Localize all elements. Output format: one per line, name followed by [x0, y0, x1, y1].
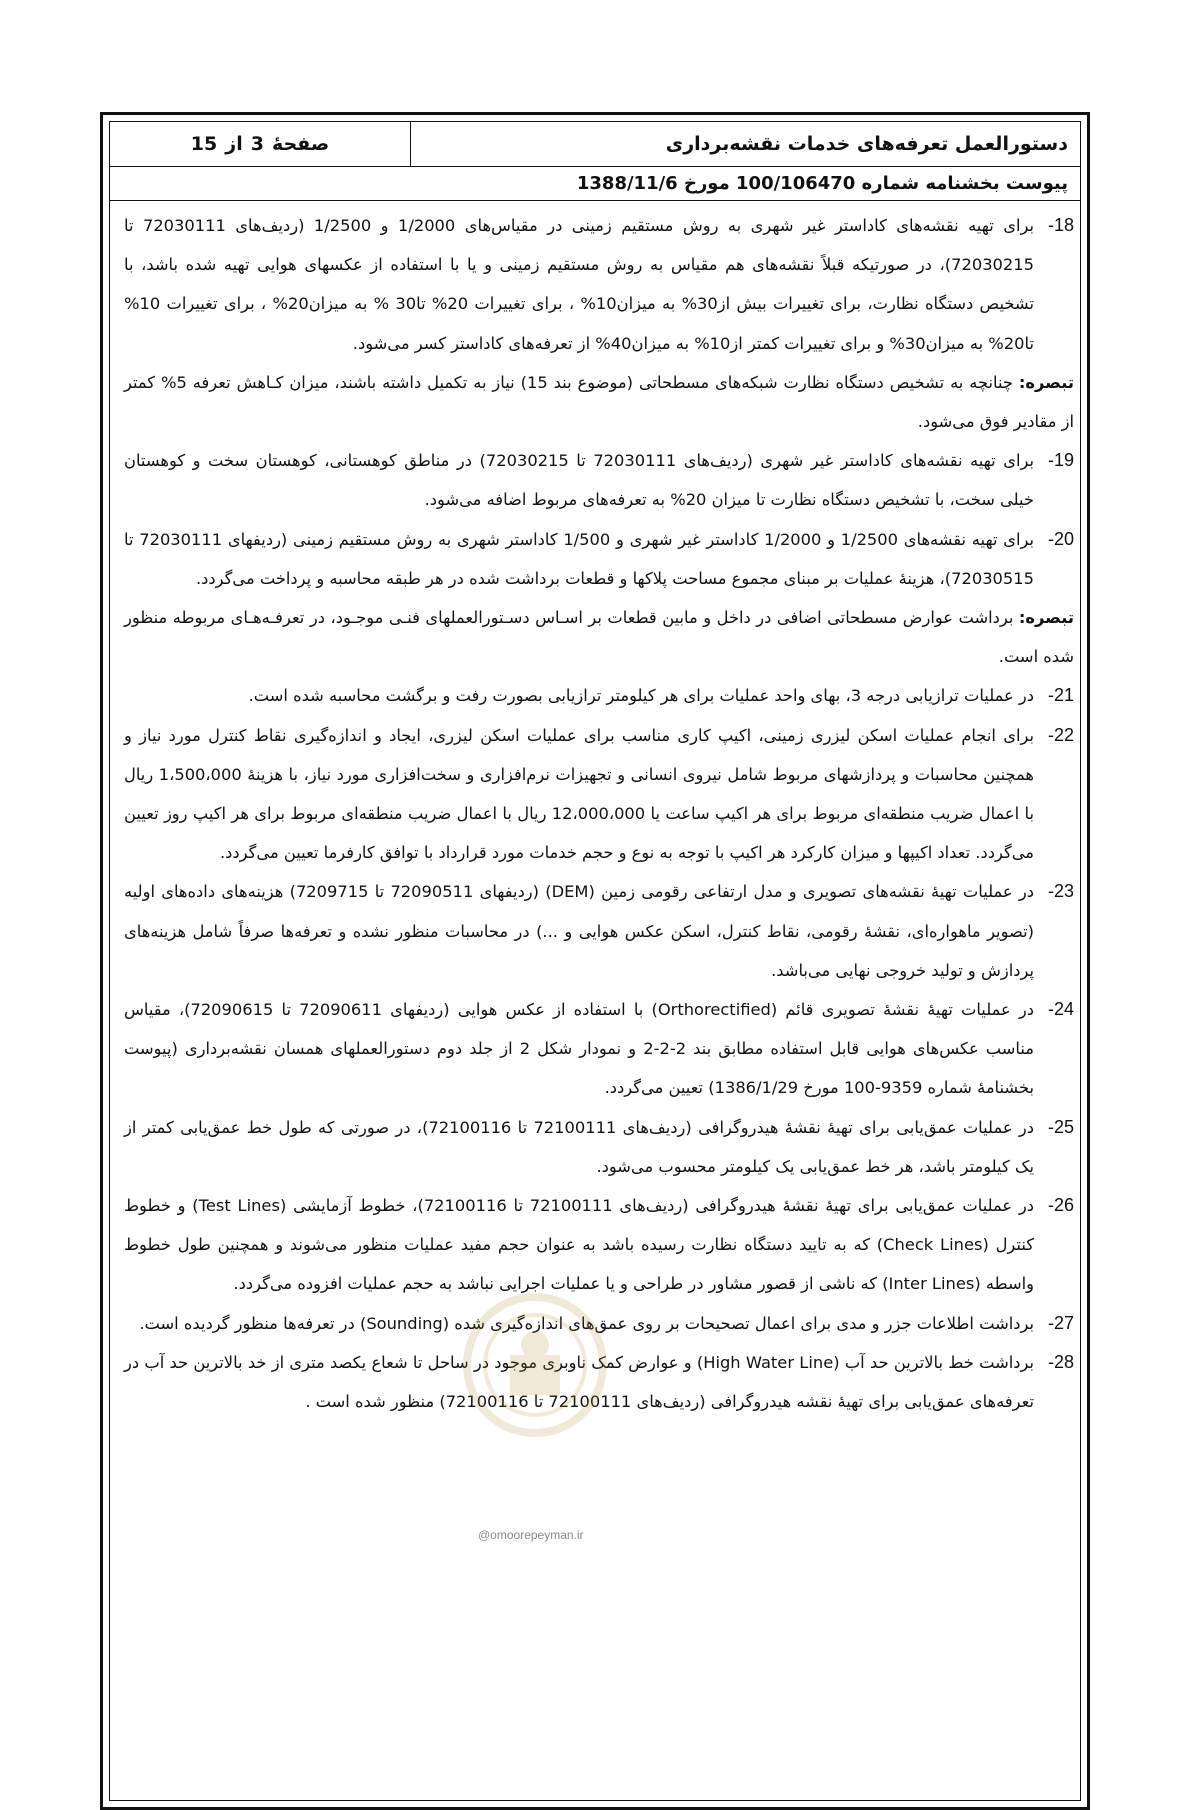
page-number — [110, 122, 410, 166]
clause-number: 23- — [1047, 881, 1074, 902]
clause-text: در عملیات ترازیابی درجه 3، بهای واحد عملیات برای هر کیلومتر ترازیابی بصورت رفت و برگشت محاسبه شده است. — [248, 686, 1034, 706]
clause-item — [124, 441, 1074, 519]
watermark-url: @omoorepeyman.ir — [478, 1528, 584, 1542]
page-word: صفحهٔ — [271, 133, 330, 155]
document-body — [124, 206, 1074, 1421]
clause-text: برای تهیه نقشه‌های کاداستر غیر شهری به روش مستقیم زمینی در مقیاس‌های 1/2000 و 1/2500 (ردیف‌های 72030111 تا 72030215)، در صورتیکه قبلاً نقشه‌های هم مقیاس به روش مستقیم زمینی و یا با استفاده از عکسهای هوایی تهیه شده باشد، با تشخیص دستگاه نظارت، برای تغییرات بیش از30% به میزان10% ، برای تغییرات 20% تا30 % به میزان20% ، برای تغییرات 10% تا20% به میزان30% و برای تغییرات کمتر از10% به میزان40% از تعرفه‌های کاداستر کسر می‌شود. — [124, 216, 1035, 353]
clause-number: 25- — [1047, 1116, 1074, 1137]
note-paragraph — [124, 363, 1074, 441]
clause-text: در عملیات عمق‌یابی برای تهیهٔ نقشهٔ هیدروگرافی (ردیف‌های 72100111 تا 72100116)، خطوط آزمایشی (Test Lines) و خطوط کنترل (Check Lines) که به تایید دستگاه نظارت رسیده باشد به عنوان حجم مفید عملیات منظور می‌شوند و همچنین طول خطوط واسطه (Inter Lines) که ناشی از قصور مشاور در طراحی و یا عملیات اجرایی نباشد به حجم عملیات افزوده می‌گردد. — [124, 1196, 1035, 1294]
clause-number: 28- — [1047, 1351, 1074, 1372]
note-paragraph — [124, 598, 1074, 676]
clause-number: 19- — [1047, 450, 1074, 471]
clause-item — [124, 716, 1074, 873]
clause-number: 24- — [1047, 999, 1074, 1020]
document-title: دستورالعمل تعرفه‌های خدمات نقشه‌برداری — [410, 122, 1080, 166]
clause-text: در عملیات عمق‌یابی برای تهیهٔ نقشهٔ هیدروگرافی (ردیف‌های 72100111 تا 72100116)، در صورتی که طول خط عمق‌یابی کمتر از یک کیلومتر باشد، هر خط عمق‌یابی یک کیلومتر محسوب می‌شود. — [124, 1117, 1034, 1176]
clause-text: برای انجام عملیات اسکن لیزری زمینی، اکیپ کاری مناسب برای عملیات اسکن لیزری، ایجاد و اندازه‌گیری نقاط کنترل مورد نیاز و همچنین محاسبات و پردازشهای مربوط شامل نیروی انسانی و تجهیزات نرم‌افزاری و سخت‌افزاری مورد نیاز، با هزینهٔ 1،500،000 ریال با اعمال ضریب منطقه‌ای مربوط برای هر اکیپ ساعت یا 12،000،000 ریال با اعمال ضریب منطقه‌ای مربوط برای هر اکیپ روز تعیین می‌گردد. تعداد اکیپها و میزان کارکرد هر اکیپ با توجه به نوع و حجم خدمات مورد قرارداد با توافق کارفرما تعیین می‌گردد. — [124, 725, 1035, 863]
clause-number: 20- — [1047, 528, 1074, 549]
clause-item — [124, 1108, 1074, 1186]
clause-item — [124, 676, 1074, 715]
page-of: از — [225, 133, 243, 155]
clause-text: برای تهیه نقشه‌های 1/2500 و 1/2000 کاداستر غیر شهری و 1/500 کاداستر شهری به روش مستقیم زمینی (ردیفهای 72030111 تا 72030515)، هزینهٔ عملیات بر مبنای مجموع مساحت پلاکها و قطعات برداشت شده در هر طبقه محاسبه و پرداخت می‌گردد. — [124, 529, 1034, 588]
circular-reference: پیوست بخشنامه شماره 100/106470 مورخ 1388/11/6 — [110, 166, 1080, 201]
clause-item — [124, 990, 1074, 1108]
clause-item — [124, 872, 1074, 990]
clause-text: در عملیات تهیهٔ نقشهٔ تصویری قائم (Orthorectified) با استفاده از عکس هوایی (ردیفهای 72090611 تا 72090615)، مقیاس مناسب عکس‌های هوایی قابل استفاده مطابق بند 2-2-2 و نمودار شکل 2 از جلد دوم دستورالعملهای همسان نقشه‌برداری (پیوست بخشنامهٔ شماره 9359-100 مورخ 1386/1/29) تعیین می‌گردد. — [124, 1000, 1034, 1098]
clause-number: 22- — [1047, 724, 1074, 745]
watermark-seal-icon — [460, 1285, 610, 1460]
clause-text: در عملیات تهیهٔ نقشه‌های تصویری و مدل ارتفاعی رقومی زمین (DEM) (ردیفهای 72090511 تا 7209715) هزینه‌های داده‌های اولیه (تصویر ماهواره‌ای، نقشهٔ رقومی، نقاط کنترل، اسکن عکس هوایی و ...) در محاسبات منظور نشده و تعرفه‌ها صرفاً شامل هزینه‌های پردازش و تولید خروجی نهایی می‌باشد. — [124, 882, 1034, 980]
note-text: برداشت عوارض مسطحاتی اضافی در داخل و مابین قطعات بر اسـاس دسـتورالعملهای فنـی موجـود، در تعرفـه‌هـای مربوطه منظور شده است. — [124, 608, 1074, 667]
clause-item — [124, 520, 1074, 598]
clause-number: 26- — [1047, 1195, 1074, 1216]
clause-number: 18- — [1047, 215, 1074, 235]
clause-text: برای تهیه نقشه‌های کاداستر غیر شهری (ردیف‌های 72030111 تا 72030215) در مناطق کوهستانی، کوهستان سخت و کوهستان خیلی سخت، با تشخیص دستگاه نظارت تا میزان 20% به تعرفه‌های مربوط اضافه می‌شود. — [124, 451, 1034, 510]
clause-text: برداشت اطلاعات جزر و مدی برای اعمال تصحیحات بر روی عمق‌های اندازه‌گیری شده (Sounding) در تعرفه‌ها منظور گردیده است. — [139, 1313, 1034, 1333]
header-row — [110, 122, 1080, 167]
clause-text: برداشت خط بالاترین حد آب (High Water Line) و عوارض کمک ناوبری موجود در ساحل تا شعاع یکصد متری از خد بالاترین حد آب در تعرفه‌های عمق‌یابی برای تهیهٔ نقشه هیدروگرافی (ردیف‌های 72100111 تا 72100116) منظور شده است . — [124, 1352, 1035, 1412]
clause-item — [124, 206, 1074, 363]
clause-number: 27- — [1047, 1312, 1074, 1333]
page-current: 3 — [250, 133, 264, 155]
note-label: تبصره: — [1018, 372, 1074, 392]
note-label: تبصره: — [1018, 608, 1074, 628]
clause-number: 21- — [1047, 685, 1074, 706]
page-frame — [100, 112, 1090, 1810]
page-inner-frame — [109, 121, 1081, 1801]
page-total: 15 — [190, 133, 218, 155]
note-text: چنانچه به تشخیص دستگاه نظارت شبکه‌های مسطحاتی (موضوع بند 15) نیاز به تکمیل داشته باشند، میزان کـاهش تعرفه 5% کمتر از مقادیر فوق می‌شود. — [124, 372, 1074, 432]
